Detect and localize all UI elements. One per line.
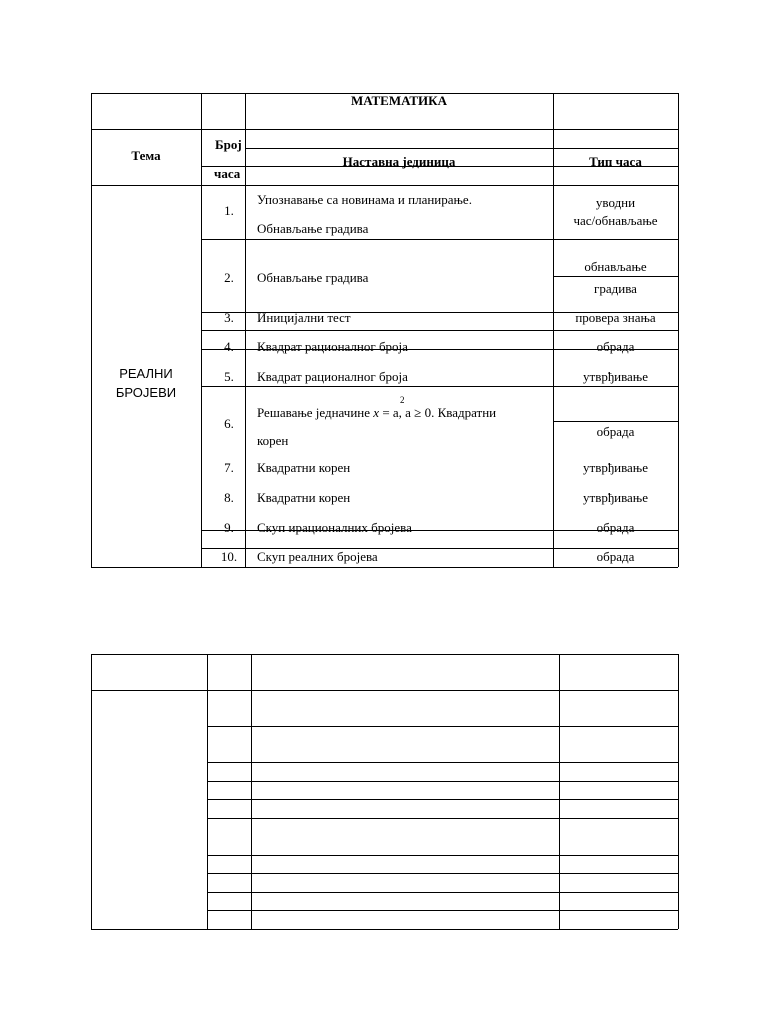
row-6-unit-equation: = a, a ≥ 0. Квадратни — [379, 405, 497, 420]
header-type: Тип часа — [589, 154, 642, 169]
row-5-number: 5. — [224, 369, 234, 384]
row-3-type: провера знања — [575, 310, 656, 325]
row-6-unit-line1 — [257, 405, 496, 421]
header-unit: Наставна јединица — [342, 154, 456, 169]
topic-name-line2: БРОЈЕВИ — [115, 385, 177, 400]
row-7-number: 7. — [224, 460, 234, 475]
row-4-type: обрада — [596, 339, 635, 354]
row-1-number: 1. — [224, 203, 234, 218]
row-3-number: 3. — [224, 310, 234, 325]
row-6-exponent: 2 — [400, 395, 405, 405]
header-topic: Тема — [131, 148, 161, 163]
row-10-number: 10. — [220, 549, 238, 564]
row-1-type-line1: уводни — [595, 195, 636, 210]
row-7-type: утврђивање — [583, 460, 648, 475]
header-number-line2: часа — [214, 166, 241, 181]
row-6-type: обрада — [596, 424, 635, 439]
row-4-number: 4. — [224, 339, 234, 354]
row-2-number: 2. — [224, 270, 234, 285]
row-5-type: утврђивање — [583, 369, 648, 384]
row-2-unit: Обнављање градива — [257, 270, 369, 285]
row-1-type-line2: час/обнављање — [573, 213, 658, 228]
row-10-unit: Скуп реалних бројева — [257, 549, 378, 564]
row-6-unit-line2: корен — [257, 433, 289, 448]
row-1-unit-line1: Упознавање са новинама и планирање. — [257, 192, 472, 207]
row-6-unit-text: Решавање једначине — [257, 405, 374, 420]
row-9-unit: Скуп ирационалних бројева — [257, 520, 412, 535]
row-2-type-line2: градива — [594, 281, 637, 296]
row-3-unit: Иницијални тест — [257, 310, 351, 325]
row-9-type: обрада — [596, 520, 635, 535]
row-6-unit-variable: x — [373, 405, 380, 420]
row-2-type-line1: обнављање — [584, 259, 647, 274]
row-9-number: 9. — [224, 520, 234, 535]
row-5-unit: Квадрат рационалног броја — [257, 369, 408, 384]
row-10-type: обрада — [596, 549, 635, 564]
row-4-unit: Квадрат рационалног броја — [257, 339, 408, 354]
topic-name-line1: РЕАЛНИ — [119, 366, 173, 381]
row-1-unit-line2: Обнављање градива — [257, 221, 369, 236]
row-8-type: утврђивање — [583, 490, 648, 505]
row-6-number: 6. — [224, 416, 234, 431]
table-title: МАТЕМАТИКА — [351, 93, 447, 108]
row-7-unit: Квадратни корен — [257, 460, 351, 475]
header-number-line1: Број — [215, 137, 242, 152]
row-8-number: 8. — [224, 490, 234, 505]
row-8-unit: Квадратни корен — [257, 490, 351, 505]
